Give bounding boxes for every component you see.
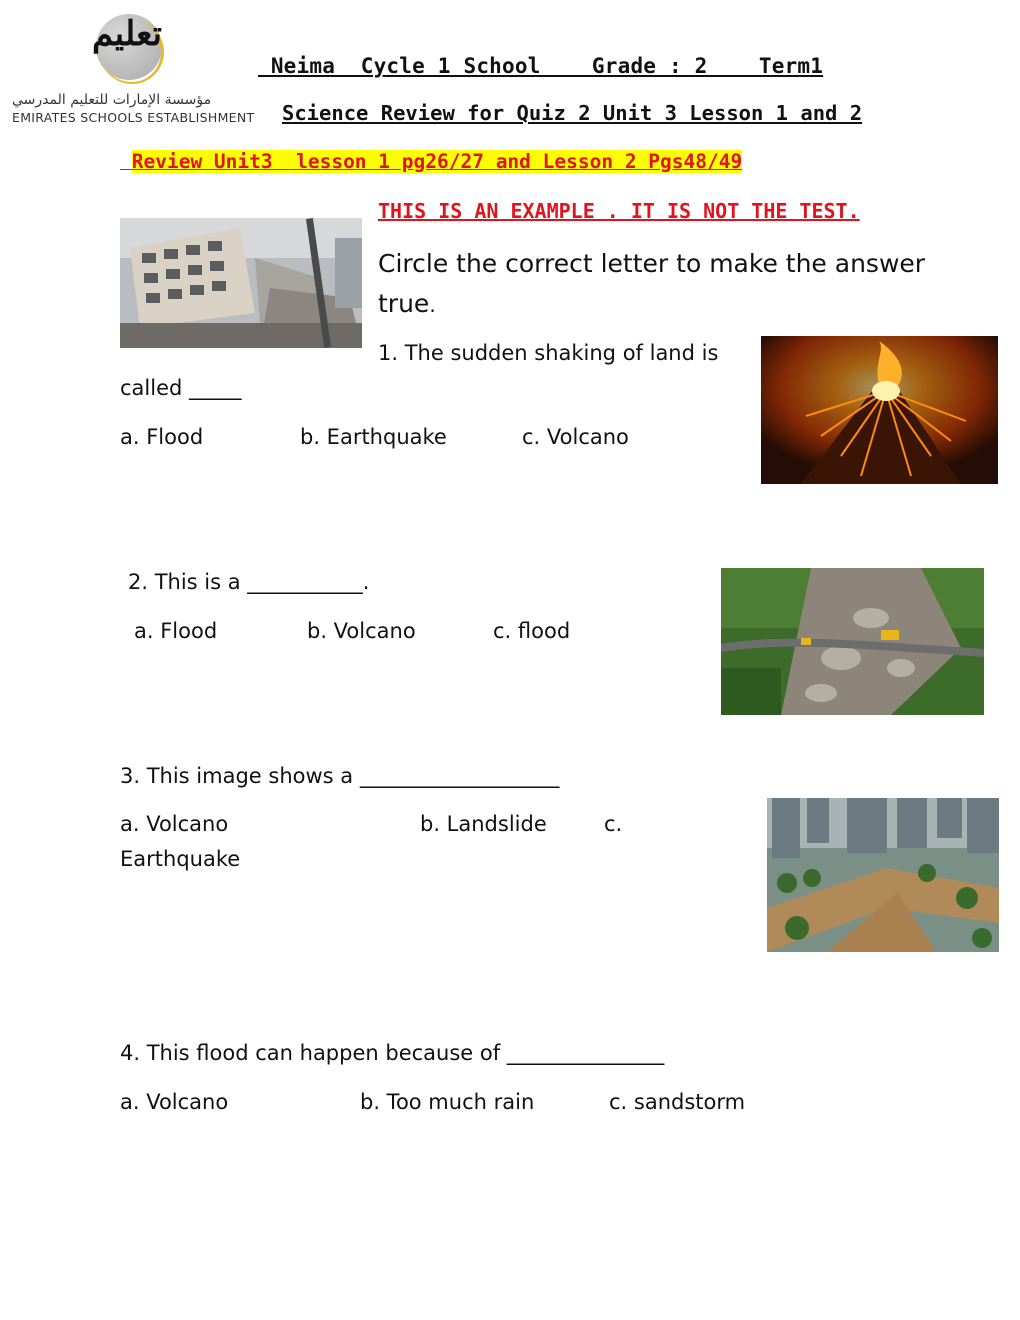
question-4-option-b[interactable]: b. Too much rain: [360, 1090, 535, 1114]
instruction-period: .: [429, 293, 436, 317]
school-logo: [12, 14, 255, 126]
question-3-line1: 3. This image shows a ___________________: [120, 764, 560, 788]
question-2-line1: 2. This is a ___________.: [128, 570, 370, 594]
review-line: [120, 150, 742, 173]
question-1-line2: called _____: [120, 376, 242, 400]
header-school-line: Neima Cycle 1 School Grade : 2 Term1: [258, 54, 824, 78]
question-1-option-c[interactable]: c. Volcano: [522, 425, 629, 449]
question-3-option-a[interactable]: a. Volcano: [120, 812, 229, 836]
warning-text: THIS IS AN EXAMPLE . IT IS NOT THE TEST.: [378, 199, 860, 223]
volcano-eruption-photo: [761, 336, 998, 484]
question-4-line1: 4. This flood can happen because of _______________: [120, 1041, 665, 1065]
logo-arabic-name: مؤسسة الإمارات للتعليم المدرسي: [12, 92, 212, 108]
question-4-option-a[interactable]: a. Volcano: [120, 1090, 229, 1114]
header-title-line: Science Review for Quiz 2 Unit 3 Lesson 1 and 2: [282, 101, 863, 125]
flooded-city-photo: [767, 798, 999, 952]
instruction-main: Circle the correct letter to make the answer true: [378, 249, 926, 318]
volcano-image: [761, 336, 998, 484]
question-2-option-c[interactable]: c. flood: [493, 619, 571, 643]
landslide-image: [721, 568, 984, 715]
review-highlight: Review Unit3 lesson 1 pg26/27 and Lesson 2 Pgs48/49: [131, 150, 743, 173]
question-3-option-c-text[interactable]: Earthquake: [120, 847, 241, 871]
collapsed-building-image: [120, 218, 362, 348]
question-3-option-b[interactable]: b. Landslide: [420, 812, 547, 836]
logo-english-name: EMIRATES SCHOOLS ESTABLISHMENT: [12, 110, 255, 125]
question-2-option-a[interactable]: a. Flood: [134, 619, 218, 643]
instruction-text: [378, 244, 978, 325]
collapsed-building-photo: [120, 218, 362, 348]
logo-arabic-mark: تعليم: [92, 14, 163, 54]
question-4-option-c[interactable]: c. sandstorm: [609, 1090, 746, 1114]
question-2-option-b[interactable]: b. Volcano: [307, 619, 416, 643]
question-1-line1: 1. The sudden shaking of land is: [378, 341, 719, 365]
question-1-option-a[interactable]: a. Flood: [120, 425, 204, 449]
question-3-option-c[interactable]: c.: [604, 812, 623, 836]
flood-image: [767, 798, 999, 952]
question-1-option-b[interactable]: b. Earthquake: [300, 425, 447, 449]
landslide-photo: [721, 568, 984, 715]
